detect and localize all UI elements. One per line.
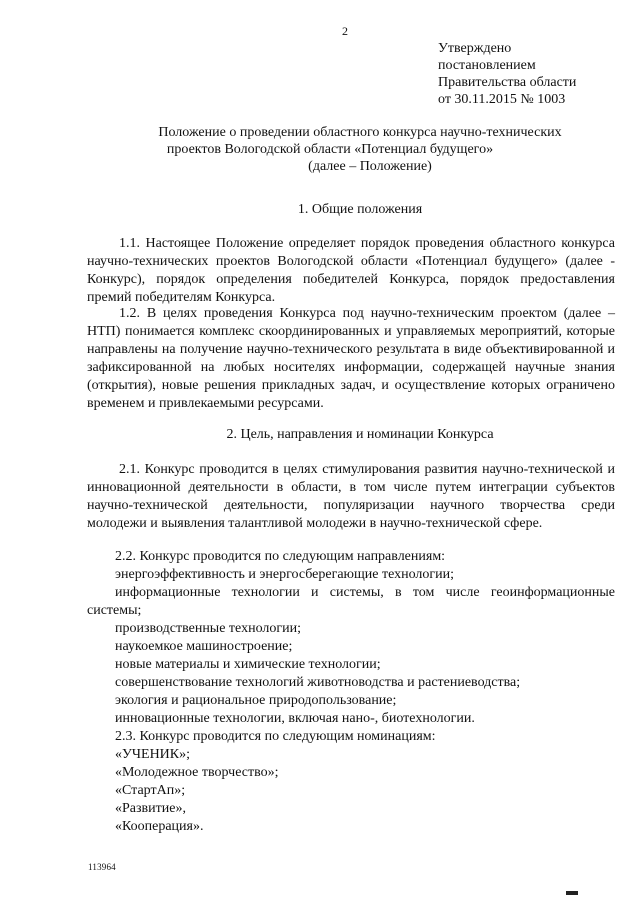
nomination-item: «Развитие», bbox=[115, 801, 186, 816]
direction-item: информационные технологии и системы, в том числе геоинформационные системы; bbox=[87, 585, 615, 618]
page-number: 2 bbox=[342, 24, 348, 38]
approval-line: Правительства области bbox=[438, 75, 577, 90]
direction-item: совершенствование технологий животноводства и растениеводства; bbox=[115, 675, 521, 690]
direction-item: инновационные технологии, включая нано-, биотехнологии. bbox=[115, 711, 475, 726]
direction-item: производственные технологии; bbox=[115, 621, 301, 636]
approval-line: Утверждено bbox=[438, 41, 512, 56]
title-line: (далее – Положение) bbox=[308, 159, 432, 174]
section-heading-1: 1. Общие положения bbox=[297, 202, 423, 217]
nomination-item: «Кооперация». bbox=[115, 819, 204, 834]
nomination-item: «Молодежное творчество»; bbox=[115, 765, 279, 780]
document-title bbox=[100, 124, 620, 175]
paragraph-1-1: 1.1. Настоящее Положение определяет порядок проведения областного конкурса научно-технических проектов Вологодской области «Потенциал будущего» (далее - Конкурс), порядок определения победителей Конкурса, порядок предоставления премий победителям Конкурса. bbox=[87, 236, 615, 305]
direction-item: экология и рациональное природопользование; bbox=[115, 693, 397, 708]
approval-line: постановлением bbox=[438, 58, 536, 73]
paragraph-1-2: 1.2. В целях проведения Конкурса под научно-техническим проектом (далее – НТП) понимается комплекс скоординированных и управляемых мероприятий, которые направлены на получение научно-технического результата в виде объективированной и зафиксированной на любых носителях информации, содержащей научные знания (открытия), новые решения прикладных задач, и осуществление которых ограничено временем и привлекаемыми ресурсами. bbox=[87, 306, 615, 411]
direction-item: энергоэффективность и энергосберегающие технологии; bbox=[115, 567, 455, 582]
direction-item: наукоемкое машиностроение; bbox=[115, 639, 293, 654]
paragraph-2-2-intro: 2.2. Конкурс проводится по следующим направлениям: bbox=[115, 549, 446, 564]
approval-line: от 30.11.2015 № 1003 bbox=[438, 92, 566, 107]
title-line: проектов Вологодской области «Потенциал будущего» bbox=[166, 142, 494, 157]
nomination-item: «СтартАп»; bbox=[115, 783, 186, 798]
nomination-item: «УЧЕНИК»; bbox=[115, 747, 191, 762]
paragraph-2-1: 2.1. Конкурс проводится в целях стимулирования развития научно-технической и инновационной деятельности в области, в том числе путем интеграции субъектов научно-технической деятельности, популяризации научного творчества среди молодежи и выявления талантливой молодежи в научно-технической сфере. bbox=[87, 462, 615, 531]
scan-mark bbox=[566, 891, 578, 895]
document-code: 113964 bbox=[88, 862, 116, 872]
direction-item: новые материалы и химические технологии; bbox=[115, 657, 381, 672]
title-line: Положение о проведении областного конкурса научно-технических bbox=[158, 125, 562, 140]
approval-stamp bbox=[438, 40, 576, 108]
paragraph-2-3-intro: 2.3. Конкурс проводится по следующим номинациям: bbox=[115, 729, 436, 744]
directions-and-nominations bbox=[87, 548, 615, 836]
section-heading-2: 2. Цель, направления и номинации Конкурса bbox=[226, 427, 494, 442]
